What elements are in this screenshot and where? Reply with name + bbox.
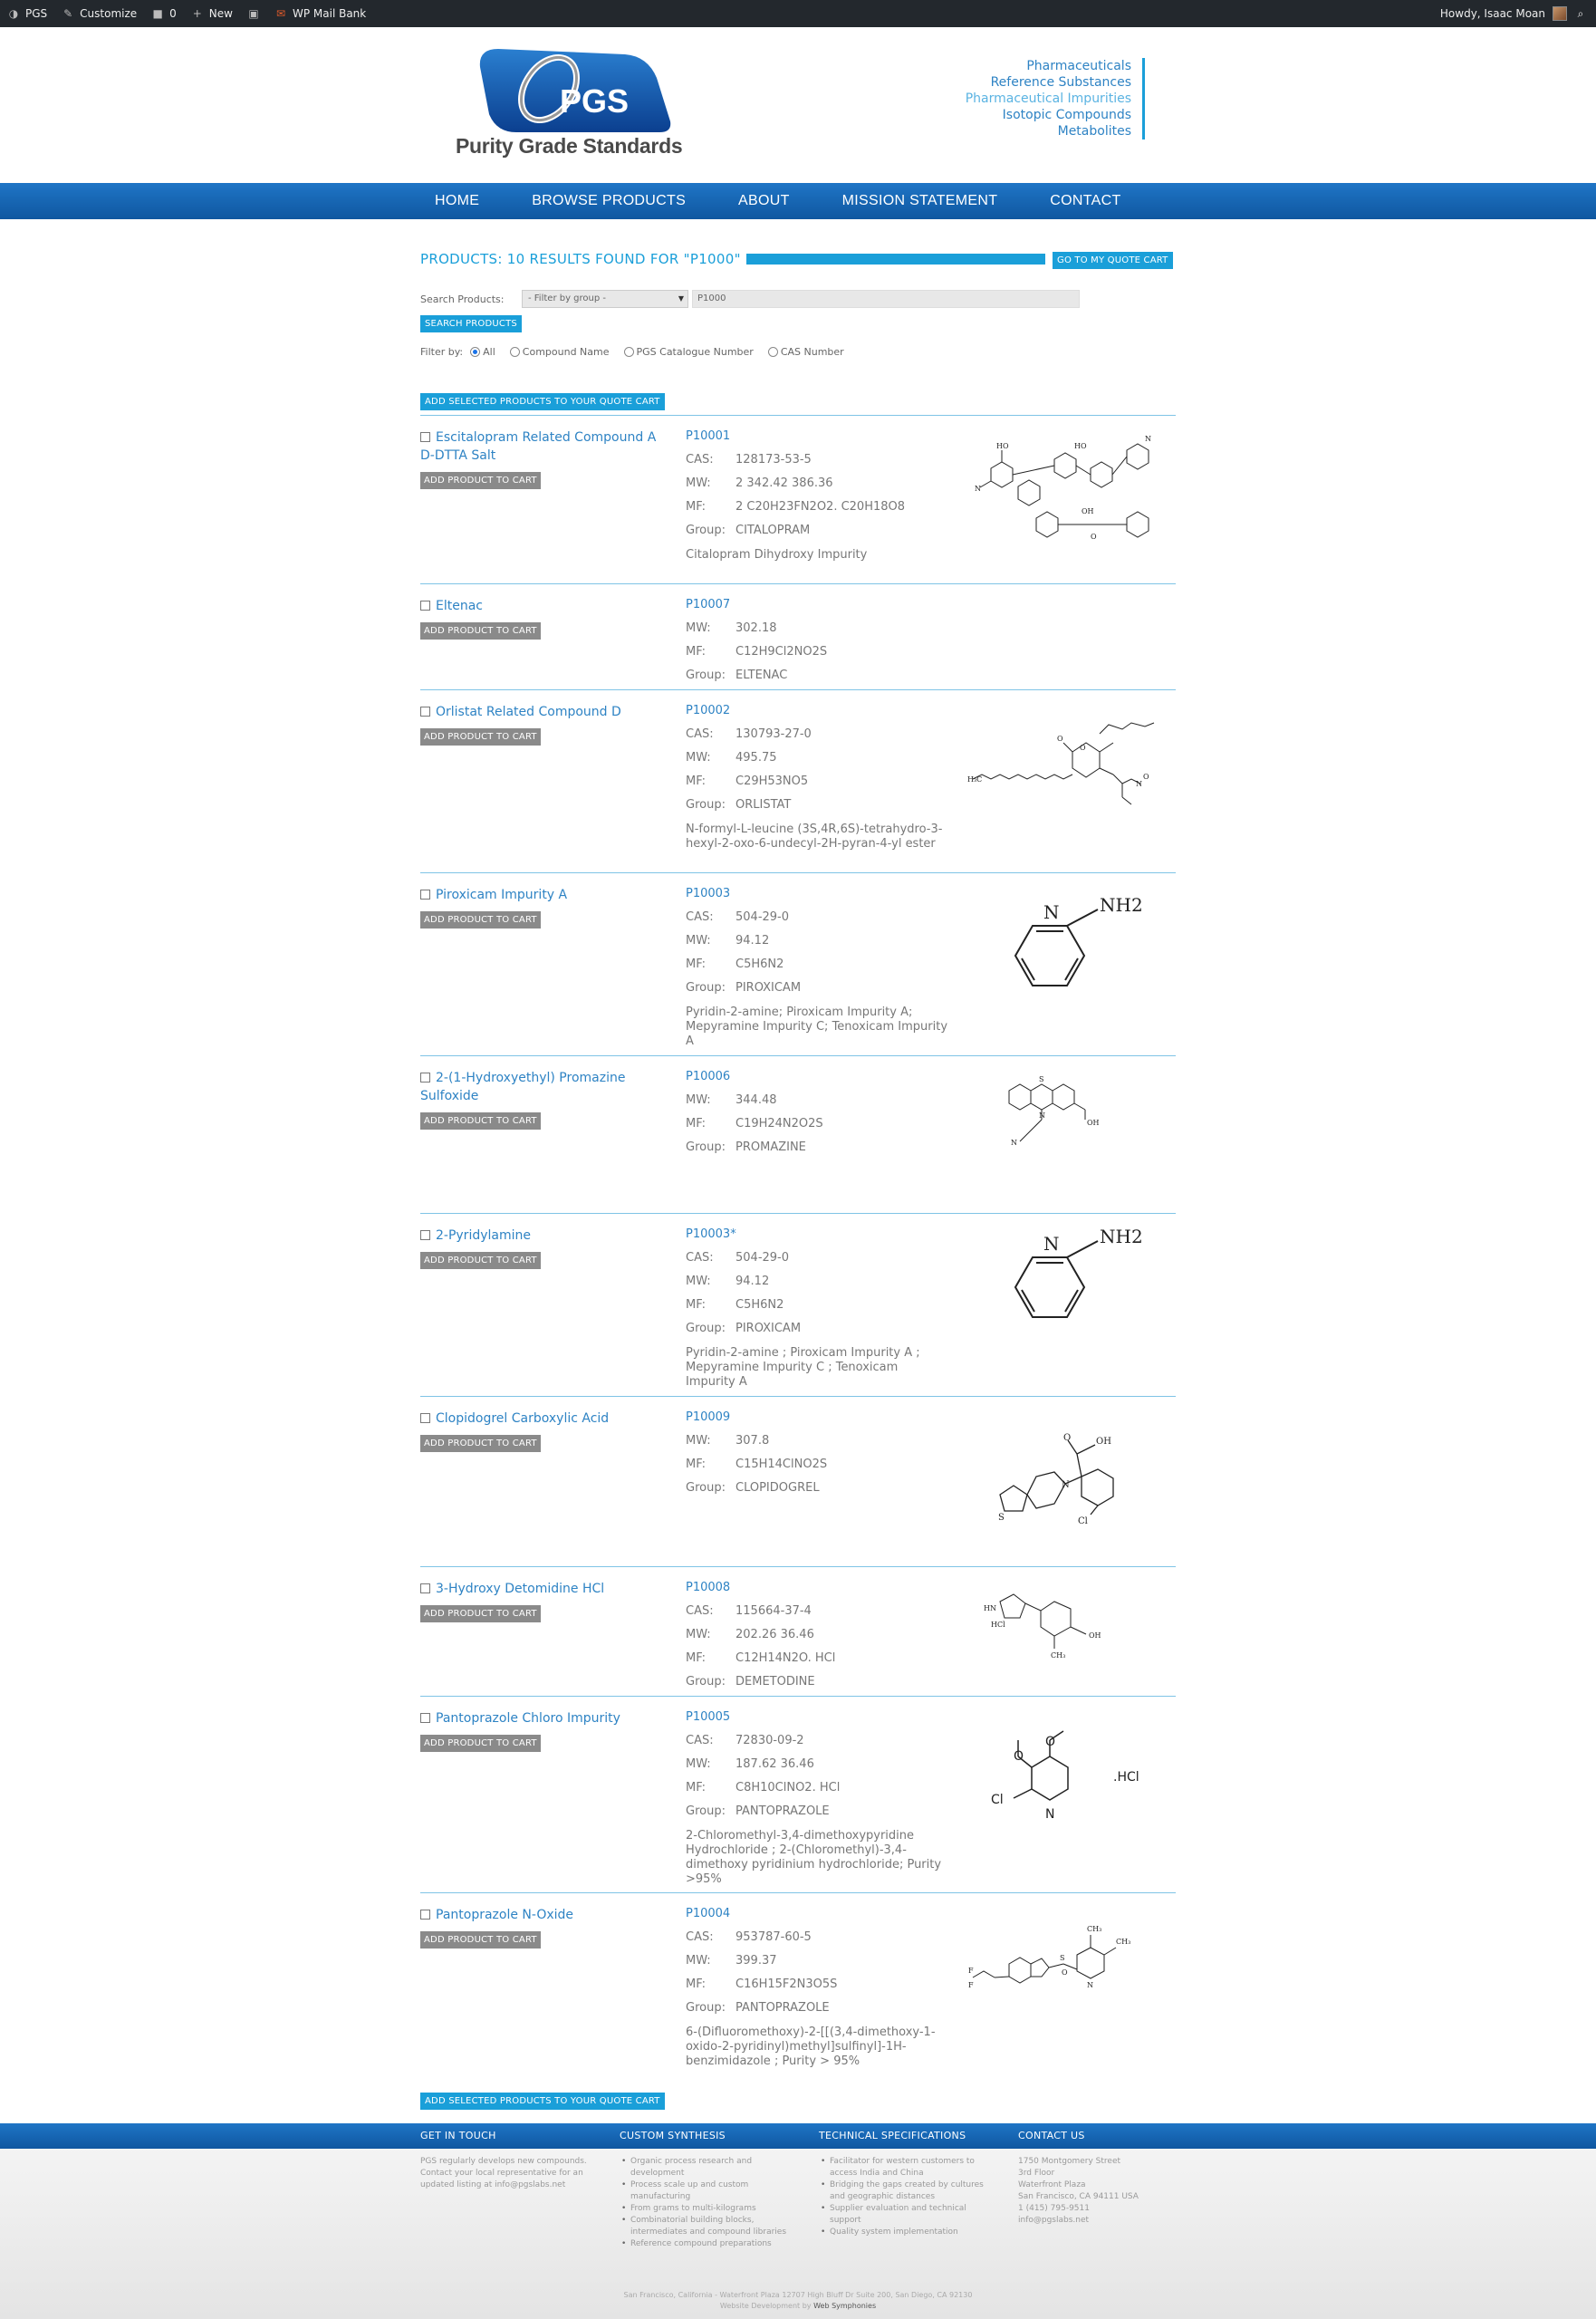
product-mw: 202.26 36.46 — [736, 1628, 814, 1641]
admin-plugin-link[interactable] — [247, 7, 260, 20]
svg-text:Cl: Cl — [991, 1793, 1004, 1807]
svg-text:HO: HO — [996, 442, 1009, 450]
footer-get-in-touch: GET IN TOUCH PGS regularly develops new compounds. Contact your local representative for an updated listing at info@pgslabs.net — [420, 2130, 587, 2189]
svg-text:N: N — [1045, 1807, 1055, 1822]
header-link-metabolites[interactable]: Metabolites — [1057, 124, 1131, 139]
nav-about[interactable]: ABOUT — [738, 193, 790, 208]
svg-text:N: N — [1136, 780, 1142, 788]
product-row: 2-(1-Hydroxyethyl) Promazine Sulfoxide ADD PRODUCT TO CART P10006 MW: 344.48 MF: C19H24N2O2S Group: PROMAZINE S N N OH — [420, 1055, 1176, 1213]
product-mw: 495.75 — [736, 751, 777, 765]
product-row: Pantoprazole Chloro Impurity ADD PRODUCT TO CART P10005 CAS: 72830-09-2 MW: 187.62 36.46 MF: C8H10ClNO2. HCl Group: PANTOPRAZOLE 2-Chloromethyl-3,4-dimethoxypyridine Hydrochloride ; 2-(Chloromethyl)-3,4-dimethoxy pyridinium hydrochloride; Purity >95% N Cl O O .HCl — [420, 1696, 1176, 1892]
product-mf: C8H10ClNO2. HCl — [736, 1781, 841, 1795]
product-cas: 953787-60-5 — [736, 1930, 812, 1944]
product-checkbox[interactable] — [420, 707, 430, 717]
dashboard-icon: ◑ — [8, 7, 19, 20]
plugin-icon: ▣ — [248, 7, 259, 20]
svg-text:O: O — [1045, 1735, 1056, 1749]
nav-contact[interactable]: CONTACT — [1050, 193, 1121, 208]
add-product-to-cart-button[interactable]: ADD PRODUCT TO CART — [420, 728, 541, 746]
product-mf: C29H53NO5 — [736, 775, 809, 788]
admin-site-link[interactable]: ◑ PGS — [8, 7, 48, 20]
svg-text:OH: OH — [1096, 1437, 1111, 1447]
product-cas: 504-29-0 — [736, 910, 790, 924]
product-synonym: N-formyl-L-leucine (3S,4R,6S)-tetrahydro-3-hexyl-2-oxo-6-undecyl-2H-pyran-4-yl ester — [686, 823, 943, 851]
svg-text:O: O — [1063, 1433, 1072, 1443]
header-link-impurities[interactable]: Pharmaceutical Impurities — [965, 91, 1131, 106]
svg-text:O: O — [1143, 773, 1149, 781]
header-link-reference[interactable]: Reference Substances — [990, 75, 1131, 90]
svg-text:O: O — [1062, 1968, 1068, 1977]
results-header — [420, 251, 1045, 267]
product-group: ORLISTAT — [736, 798, 792, 812]
svg-text:N: N — [1039, 1111, 1045, 1120]
product-name[interactable]: Eltenac — [420, 597, 674, 615]
filter-label: Filter by: — [420, 346, 464, 358]
svg-text:HCl: HCl — [991, 1621, 1005, 1629]
footer-email-link[interactable]: info@pgslabs.net — [1018, 2216, 1090, 2225]
product-mw: 2 342.42 386.36 — [736, 476, 833, 490]
product-mf: C16H15F2N3O5S — [736, 1977, 838, 1991]
nav-mission-statement[interactable]: MISSION STATEMENT — [841, 193, 998, 208]
product-list — [420, 415, 1176, 2074]
admin-comments-link[interactable]: ■ 0 — [152, 7, 177, 20]
filter-catalogue-number-radio[interactable]: PGS Catalogue Number — [624, 346, 754, 358]
product-name[interactable]: 2-Pyridylamine — [420, 1227, 674, 1245]
product-mf: C19H24N2O2S — [736, 1117, 823, 1131]
structure-image — [964, 1221, 1172, 1357]
svg-text:CH₃: CH₃ — [1087, 1925, 1102, 1933]
product-cas: 115664-37-4 — [736, 1604, 812, 1618]
svg-text:N: N — [1043, 901, 1060, 923]
svg-text:N: N — [1043, 1233, 1060, 1255]
results-title: PRODUCTS: 10 RESULTS FOUND FOR "P1000" — [420, 251, 741, 267]
product-checkbox[interactable] — [420, 1230, 430, 1240]
mail-icon: ✉ — [275, 7, 286, 20]
product-group: CLOPIDOGREL — [736, 1481, 820, 1495]
filter-all-radio[interactable]: All — [470, 346, 495, 358]
site-header — [0, 27, 1596, 183]
comment-icon: ■ — [152, 7, 163, 20]
structure-image — [964, 880, 1172, 1016]
svg-text:.HCl: .HCl — [1113, 1770, 1139, 1785]
site-footer — [0, 2123, 1596, 2319]
svg-text:Cl: Cl — [1078, 1516, 1088, 1526]
add-product-to-cart-button[interactable]: ADD PRODUCT TO CART — [420, 1112, 541, 1130]
svg-text:CH₃: CH₃ — [1116, 1938, 1131, 1946]
product-name[interactable]: Clopidogrel Carboxylic Acid — [420, 1410, 674, 1428]
structure-image — [964, 423, 1172, 559]
admin-customize-link[interactable]: ✎ Customize — [63, 7, 138, 20]
svg-text:N: N — [1145, 435, 1151, 443]
add-product-to-cart-button[interactable]: ADD PRODUCT TO CART — [420, 1605, 541, 1622]
svg-text:S: S — [998, 1513, 1005, 1523]
product-code: P10002 — [686, 704, 731, 717]
product-code: P10003* — [686, 1227, 736, 1241]
product-code: P10004 — [686, 1907, 731, 1920]
product-name[interactable]: Piroxicam Impurity A — [420, 886, 674, 904]
product-mw: 302.18 — [736, 621, 777, 635]
product-synonym: Pyridin-2-amine ; Piroxicam Impurity A ; Mepyramine Impurity C ; Tenoxicam Impurity A — [686, 1346, 920, 1389]
product-mf: C12H9Cl2NO2S — [736, 645, 828, 659]
product-name[interactable]: Pantoprazole Chloro Impurity — [420, 1709, 674, 1727]
add-product-to-cart-button[interactable]: ADD PRODUCT TO CART — [420, 1735, 541, 1752]
product-mw: 399.37 — [736, 1954, 777, 1968]
product-mf: C5H6N2 — [736, 1298, 784, 1312]
product-group: PIROXICAM — [736, 981, 802, 995]
svg-text:O: O — [1080, 744, 1086, 752]
logo-badge: PGS — [560, 82, 630, 120]
product-group: CITALOPRAM — [736, 524, 811, 537]
product-mf: C15H14ClNO2S — [736, 1458, 828, 1471]
search-row — [420, 290, 1080, 308]
product-group: PIROXICAM — [736, 1322, 802, 1335]
search-input[interactable]: P1000 — [692, 290, 1080, 308]
product-mw: 94.12 — [736, 934, 770, 948]
plus-icon: + — [192, 7, 202, 20]
product-synonym: 2-Chloromethyl-3,4-dimethoxypyridine Hydrochloride ; 2-(Chloromethyl)-3,4-dimethoxy pyridinium hydrochloride; Purity >95% — [686, 1829, 942, 1886]
add-selected-products-bottom-button[interactable]: ADD SELECTED PRODUCTS TO YOUR QUOTE CART — [420, 2093, 665, 2110]
product-cas: 72830-09-2 — [736, 1734, 804, 1747]
svg-text:O: O — [1014, 1749, 1024, 1764]
add-product-to-cart-button[interactable]: ADD PRODUCT TO CART — [420, 622, 541, 640]
product-checkbox[interactable] — [420, 1583, 430, 1593]
product-mw: 94.12 — [736, 1275, 770, 1288]
nav-browse-products[interactable]: BROWSE PRODUCTS — [532, 193, 687, 208]
developer-link[interactable]: Web Symphonies — [813, 2302, 877, 2310]
product-checkbox[interactable] — [420, 432, 430, 442]
product-name[interactable]: Pantoprazole N-Oxide — [420, 1906, 674, 1924]
product-checkbox[interactable] — [420, 1413, 430, 1423]
svg-text:OH: OH — [1087, 1119, 1100, 1127]
product-synonym: 6-(Difluoromethoxy)-2-[[(3,4-dimethoxy-1-oxido-2-pyridinyl)methyl]sulfinyl]-1H-benzimidazole ; Purity > 95% — [686, 2026, 936, 2068]
product-checkbox[interactable] — [420, 1910, 430, 1920]
svg-text:H₃C: H₃C — [967, 775, 983, 784]
admin-mailbank-link[interactable]: ✉ WP Mail Bank — [275, 7, 367, 20]
product-name[interactable]: 3-Hydroxy Detomidine HCl — [420, 1580, 674, 1598]
admin-bar — [0, 0, 1596, 27]
footer-bottom: San Francisco, California - Waterfront Plaza 12707 High Bluff Dr Suite 200, San Diego, CA 92130 Website Development by Web Symphonies — [623, 2291, 973, 2310]
admin-howdy[interactable]: Howdy, Isaac Moan — [1439, 7, 1545, 20]
search-icon[interactable]: ⌕ — [1577, 7, 1584, 20]
results-divider — [746, 254, 1045, 265]
product-checkbox[interactable] — [420, 601, 430, 611]
filter-row — [420, 346, 859, 358]
svg-text:NH2: NH2 — [1100, 894, 1143, 916]
svg-text:O: O — [1057, 735, 1063, 743]
filter-compound-name-radio[interactable]: Compound Name — [510, 346, 610, 358]
svg-text:F: F — [968, 1981, 974, 1989]
add-product-to-cart-button[interactable]: ADD PRODUCT TO CART — [420, 1252, 541, 1269]
admin-new-link[interactable]: + New — [192, 7, 233, 20]
svg-text:HO: HO — [1074, 442, 1087, 450]
svg-text:NH2: NH2 — [1100, 1226, 1143, 1247]
product-checkbox[interactable] — [420, 1713, 430, 1723]
footer-custom-synthesis: CUSTOM SYNTHESIS • Organic process research and development • Process scale up and custom manufacturing • From grams to multi-kilograms • Combinatorial building blocks, intermediates and compound libraries • Reference compound preparations — [620, 2123, 801, 2250]
add-product-to-cart-button[interactable]: ADD PRODUCT TO CART — [420, 911, 541, 929]
go-to-quote-cart-button[interactable]: GO TO MY QUOTE CART — [1053, 252, 1173, 269]
product-code: P10006 — [686, 1070, 731, 1083]
product-cas: 130793-27-0 — [736, 727, 812, 741]
product-synonym: Pyridin-2-amine; Piroxicam Impurity A; Mepyramine Impurity C; Tenoxicam Impurity A — [686, 1006, 948, 1048]
search-products-button[interactable]: SEARCH PRODUCTS — [420, 315, 522, 332]
svg-text:N: N — [1011, 1139, 1017, 1147]
structure-image — [964, 1900, 1172, 2036]
brush-icon: ✎ — [63, 7, 73, 20]
svg-text:S: S — [1039, 1075, 1044, 1083]
add-product-to-cart-button[interactable]: ADD PRODUCT TO CART — [420, 472, 541, 489]
svg-text:HN: HN — [984, 1604, 996, 1612]
product-cas: 128173-53-5 — [736, 453, 812, 467]
product-checkbox[interactable] — [420, 890, 430, 900]
product-row: Piroxicam Impurity A ADD PRODUCT TO CART P10003 CAS: 504-29-0 MW: 94.12 MF: C5H6N2 Group: PIROXICAM Pyridin-2-amine; Piroxicam Impurity A; Mepyramine Impurity C; Tenoxicam Impurity A N NH2 — [420, 872, 1176, 1055]
product-group: PROMAZINE — [736, 1140, 806, 1154]
header-link-pharmaceuticals[interactable]: Pharmaceuticals — [1026, 59, 1131, 73]
footer-technical-specifications: TECHNICAL SPECIFICATIONS • Facilitator for western customers to access India and China • Bridging the gaps created by cultures and geographic distances • Supplier evaluation and technical support • Quality system implementation — [819, 2123, 1000, 2238]
product-code: P10001 — [686, 429, 731, 443]
structure-image — [964, 1404, 1172, 1540]
product-row: Clopidogrel Carboxylic Acid ADD PRODUCT TO CART P10009 MW: 307.8 MF: C15H14ClNO2S Group: CLOPIDOGREL S N O OH Cl — [420, 1396, 1176, 1566]
product-code: P10008 — [686, 1581, 731, 1594]
svg-text:N: N — [975, 485, 981, 493]
search-label: Search Products: — [420, 293, 505, 305]
filter-cas-number-radio[interactable]: CAS Number — [768, 346, 844, 358]
svg-text:CH₃: CH₃ — [1051, 1651, 1066, 1660]
product-row: Escitalopram Related Compound A D-DTTA Salt ADD PRODUCT TO CART P10001 CAS: 128173-53-5 MW: 2 342.42 386.36 MF: 2 C20H23FN2O2. C20H18O8 Group: CITALOPRAM Citalopram Dihydroxy Impurity N HO HO N OH O — [420, 415, 1176, 583]
product-mf: C12H14N2O. HCl — [736, 1651, 836, 1665]
footer-contact-us: CONTACT US 1750 Montgomery Street 3rd Floor Waterfront Plaza San Francisco, CA 94111 USA 1 (415) 795-9511 info@pgslabs.net — [1018, 2123, 1199, 2227]
product-checkbox[interactable] — [420, 1073, 430, 1083]
product-group: PANTOPRAZOLE — [736, 2001, 830, 2015]
product-group: PANTOPRAZOLE — [736, 1804, 830, 1818]
svg-text:O: O — [1091, 533, 1097, 541]
product-row: Orlistat Related Compound D ADD PRODUCT TO CART P10002 CAS: 130793-27-0 MW: 495.75 MF: C29H53NO5 Group: ORLISTAT N-formyl-L-leucine (3S,4R,6S)-tetrahydro-3-hexyl-2-oxo-6-undecyl-2H-pyran-4-yl ester O O N O H₃C — [420, 689, 1176, 872]
product-name[interactable]: Escitalopram Related Compound A D-DTTA Salt — [420, 430, 657, 463]
svg-text:S: S — [1060, 1954, 1065, 1962]
structure-image — [964, 1063, 1172, 1199]
product-row: Pantoprazole N-Oxide ADD PRODUCT TO CART P10004 CAS: 953787-60-5 MW: 399.37 MF: C16H15F2N3O5S Group: PANTOPRAZOLE 6-(Difluoromethoxy)-2-[[(3,4-dimethoxy-1-oxido-2-pyridinyl)methyl]sulfinyl]-1H-benzimidazole ; Purity > 95% F F S O N CH₃ CH₃ — [420, 1892, 1176, 2074]
structure-image — [964, 1574, 1172, 1710]
product-mf: 2 C20H23FN2O2. C20H18O8 — [736, 500, 906, 514]
nav-home[interactable]: HOME — [435, 193, 480, 208]
add-product-to-cart-button[interactable]: ADD PRODUCT TO CART — [420, 1931, 541, 1949]
product-cas: 504-29-0 — [736, 1251, 790, 1265]
product-synonym: Citalopram Dihydroxy Impurity — [686, 548, 868, 562]
product-row: Eltenac ADD PRODUCT TO CART P10007 MW: 302.18 MF: C12H9Cl2NO2S Group: ELTENAC — [420, 583, 1176, 689]
product-mw: 344.48 — [736, 1093, 777, 1107]
product-name[interactable]: 2-(1-Hydroxyethyl) Promazine Sulfoxide — [420, 1071, 626, 1103]
product-group: DEMETODINE — [736, 1675, 815, 1689]
svg-text:N: N — [1062, 1480, 1070, 1490]
product-group: ELTENAC — [736, 669, 788, 682]
logo-text: Purity Grade Standards — [456, 134, 683, 158]
svg-text:F: F — [968, 1967, 974, 1975]
product-name[interactable]: Orlistat Related Compound D — [420, 703, 674, 721]
svg-text:OH: OH — [1089, 1631, 1101, 1640]
product-mw: 187.62 36.46 — [736, 1757, 814, 1771]
product-code: P10003 — [686, 887, 731, 900]
product-mw: 307.8 — [736, 1434, 770, 1448]
product-row: 3-Hydroxy Detomidine HCl ADD PRODUCT TO CART P10008 CAS: 115664-37-4 MW: 202.26 36.46 MF: C12H14N2O. HCl Group: DEMETODINE HN HCl OH CH₃ — [420, 1566, 1176, 1696]
add-product-to-cart-button[interactable]: ADD PRODUCT TO CART — [420, 1435, 541, 1452]
product-code: P10007 — [686, 598, 731, 611]
structure-image — [964, 698, 1172, 833]
product-code: P10009 — [686, 1410, 731, 1424]
product-code: P10005 — [686, 1710, 731, 1724]
svg-text:OH: OH — [1082, 507, 1094, 515]
filter-group-select[interactable]: - Filter by group - ▼ — [522, 290, 688, 308]
header-links — [966, 58, 1145, 140]
product-row: 2-Pyridylamine ADD PRODUCT TO CART P10003* CAS: 504-29-0 MW: 94.12 MF: C5H6N2 Group: PIROXICAM Pyridin-2-amine ; Piroxicam Impurity A ; Mepyramine Impurity C ; Tenoxicam Impurity A N NH2 — [420, 1213, 1176, 1396]
avatar[interactable] — [1553, 6, 1567, 21]
header-link-isotopic[interactable]: Isotopic Compounds — [1002, 108, 1131, 122]
main-nav — [0, 183, 1596, 219]
svg-text:N: N — [1087, 1981, 1093, 1989]
product-mf: C5H6N2 — [736, 957, 784, 971]
structure-image — [964, 1704, 1172, 1840]
add-selected-products-button[interactable]: ADD SELECTED PRODUCTS TO YOUR QUOTE CART — [420, 393, 665, 410]
